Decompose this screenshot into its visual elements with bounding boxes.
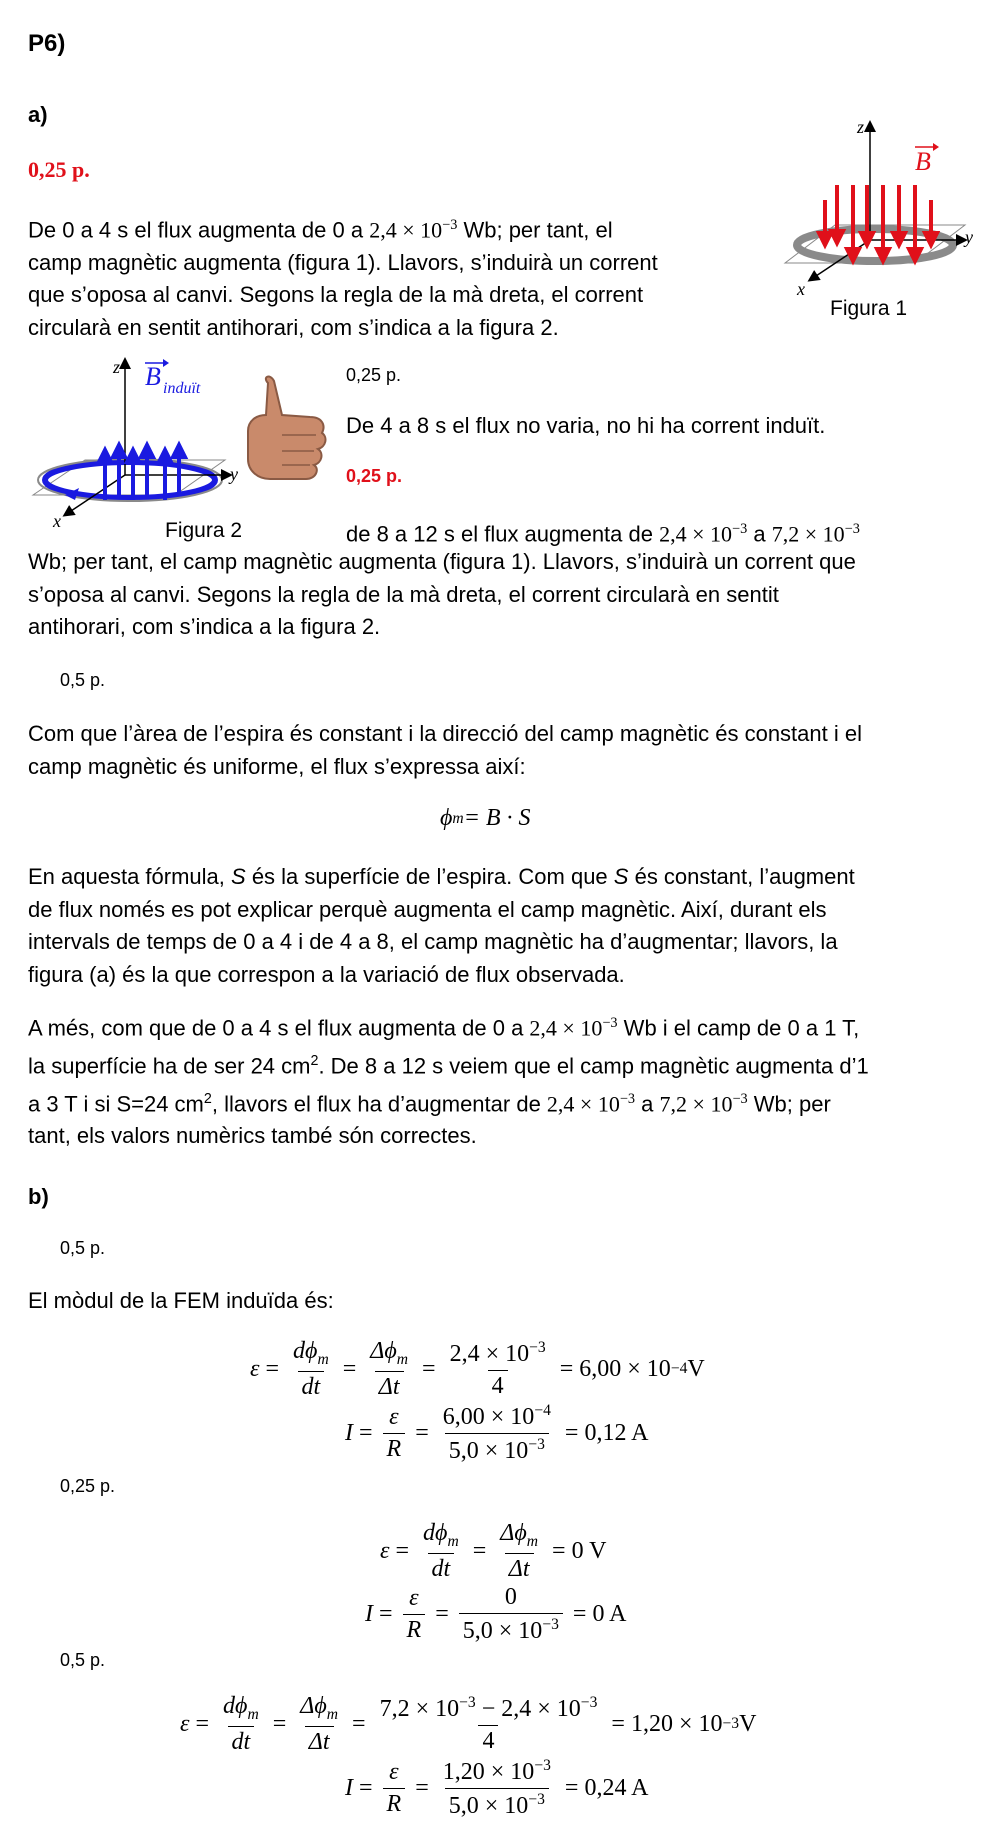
z-label: z	[113, 357, 121, 377]
paragraph-a3-line1: de 8 a 12 s el flux augmenta de $2,4 \times 10^{-3}$ a $7,2 \times 10^{-3}$	[346, 521, 860, 547]
emf-equation-2: ε = $\frac{d\phi_m}{dt}$ = $\frac{\Delta\phi_m}{\Delta t}$ = 0 V	[380, 1520, 607, 1582]
vector-arrowhead-icon	[163, 359, 169, 367]
current-equation-3: I = $\frac{\varepsilon}{R}$ = $\frac{1,20 \times 10^{-3}}{5,0 \times 10^{-3}}$ = 0,24 A	[345, 1757, 649, 1819]
figure-2	[25, 355, 265, 545]
points-label: 0,5 p.	[60, 1650, 106, 1670]
paragraph-b1: El mòdul de la FEM induïda és:	[28, 1288, 334, 1313]
paragraph-a4: Com que l’àrea de l’espira és constant i la direcció del camp magnètic és constant i el camp magnètic és uniforme, el flux s’expressa així:	[28, 721, 862, 779]
points-label: 0,25 p.	[346, 466, 403, 486]
figure-1	[765, 115, 980, 330]
points-label: 0,5 p.	[60, 670, 106, 690]
points-label: 0,25 p.	[346, 365, 402, 385]
flux-formula: ϕ m = B · S	[440, 805, 531, 831]
part-a-label: a)	[28, 102, 48, 127]
thumbs-up-icon	[240, 375, 328, 485]
emf-equation-1: ε = $\frac{d\phi_m}{dt}$ = $\frac{\Delta\phi_m}{\Delta t}$ = $\frac{2,4 \times 10^{-3}}{4}$ = 6,00 × 10 −4 V	[250, 1338, 705, 1400]
figure-1-caption: Figura 1	[830, 297, 908, 320]
z-label: z	[857, 117, 865, 137]
points-label: 0,25 p.	[28, 157, 90, 182]
points-label: 0,25 p.	[60, 1476, 116, 1496]
part-b-label: b)	[28, 1184, 49, 1209]
paragraph-a1: De 0 a 4 s el flux augmenta de 0 a $2,4 \times 10^{-3}$ Wb; per tant, el camp magnètic augmenta (figura 1). Llavors, s’induirà un corrent que s’oposa al canvi. Segons la regla de la mà dreta, el corrent circularà en sentit antihorari, com s’indica a la figura 2.	[28, 217, 658, 340]
current-equation-2: I = $\frac{\varepsilon}{R}$ = $\frac{0}{5,0 \times 10^{-3}}$ = 0 A	[365, 1584, 627, 1644]
points-label: 0,5 p.	[60, 1238, 106, 1258]
vector-arrowhead-icon	[933, 143, 939, 151]
figure-2-caption: Figura 2	[165, 519, 243, 542]
b-induced-subscript: induït	[163, 380, 201, 397]
paragraph-a6: A més, com que de 0 a 4 s el flux augmenta de 0 a $2,4 \times 10^{-3}$ Wb i el camp de 0 a 1 T, la superfície ha de ser 24 $cm^2$. De 8 a 12 s veiem que el camp magnètic augmenta d’1 a 3 T i si S=24 $cm^2$, llavors el flux ha d’augmentar de $2,4 \times 10^{-3}$ a $7,2 \times 10^{-3}$ Wb; per tant, els valors numèrics també són correctes.	[28, 1015, 869, 1149]
b-induced-label: B	[145, 362, 161, 391]
x-label: x	[797, 279, 805, 299]
paragraph-a2: De 4 a 8 s el flux no varia, no hi ha corrent induït.	[346, 413, 826, 438]
b-field-label: B	[915, 147, 931, 176]
paragraph-a3-rest: Wb; per tant, el camp magnètic augmenta (figura 1). Llavors, s’induirà un corrent que s’oposa al canvi. Segons la regla de la mà dreta, el corrent circularà en sentit antihorari, com s’indica a la figura 2.	[28, 549, 856, 639]
emf-equation-3: ε = $\frac{d\phi_m}{dt}$ = $\frac{\Delta\phi_m}{\Delta t}$ = $\frac{7,2 \times 10^{-3} - 2,4 \times 10^{-3}}{4}$ = 1,20 × 10 −3 V	[180, 1693, 757, 1755]
x-label: x	[53, 511, 61, 531]
current-equation-1: I = $\frac{\varepsilon}{R}$ = $\frac{6,00 \times 10^{-4}}{5,0 \times 10^{-3}}$ = 0,12 A	[345, 1402, 649, 1464]
problem-heading: P6)	[28, 30, 66, 57]
y-label: y	[965, 227, 973, 247]
y-label: y	[230, 464, 238, 484]
paragraph-a5: En aquesta fórmula, S és la superfície de l’espira. Com que S és constant, l’augment de flux només es pot explicar perquè augmenta el camp magnètic. Així, durant els intervals de temps de 0 a 4 i de 4 a 8, el camp magnètic ha d’augmentar; llavors, la figura (a) és la que correspon a la variació de flux observada.	[28, 864, 855, 987]
